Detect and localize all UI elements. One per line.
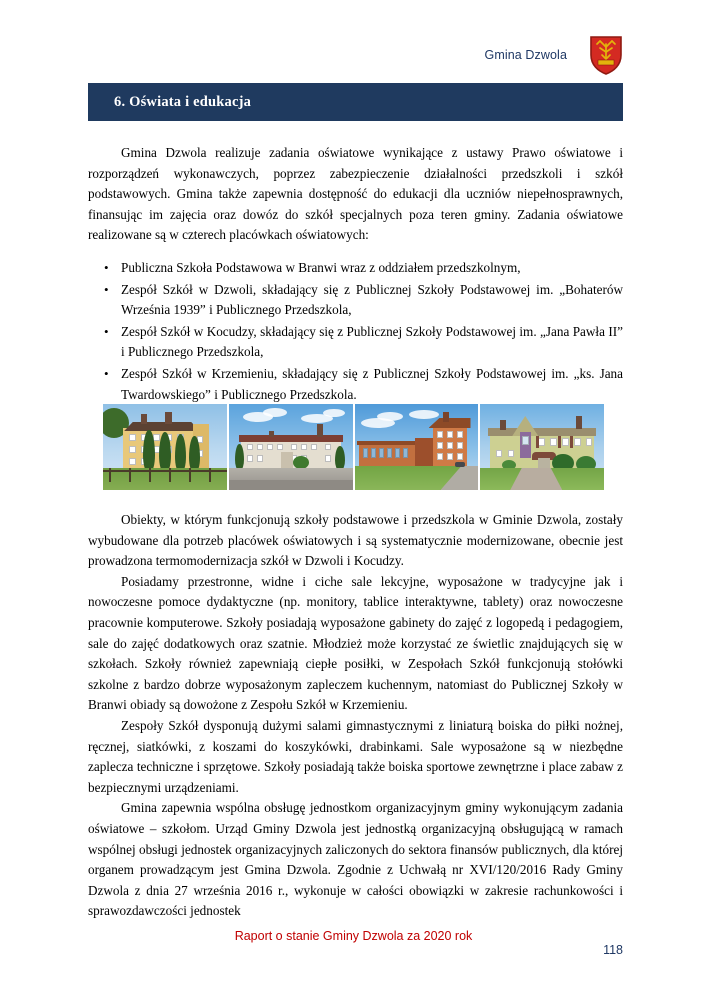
paragraph-administration: Gmina zapewnia wspólna obsługę jednostkom organizacyjnym gminy wykonującym zadania oświatowe – szkołom. Urząd Gminy Dzwola jest jednostką organizacyjną obsługującą w ramach wspólnej obsługi jednostek organizacyjnych zaliczonych do sektora finansów publicznych, dla której organem prowadzącym jest Gmina Dzwola. Zgodnie z Uchwałą nr XVI/120/2016 Rady Gminy Dzwola z dnia 27 września 2016 r., wykonuje w całości obowiązki w zakresie rachunkowości i sprawozdawczości jednostek [88, 800, 623, 919]
paragraph-facilities: Obiekty, w którym funkcjonują szkoły podstawowe i przedszkola w Gminie Dzwola, zostały wybudowane dla potrzeb placówek oświatowych i są systematycznie modernizowane, obecnie jest prowadzona termomodernizacja szkół w Dzwoli i Kocudzy. [88, 512, 623, 569]
paragraph-gyms: Zespoły Szkół dysponują dużymi salami gimnastycznymi z liniaturą boiska do piłki nożnej, ręcznej, siatkówki, z koszami do koszykówki, drabinkami. Sale wyposażone są w niezbędne zaplecza techniczne i sprzętowe. Szkoły posiadają także boiska sportowe zewnętrzne i place zabaw z bezpiecznymi urządzeniami. [88, 717, 623, 795]
school-photo-kocudza [355, 404, 479, 490]
school-photo-krzemien [480, 404, 604, 490]
section-title: 6. Oświata i edukacja [114, 93, 252, 110]
content-lower [88, 510, 623, 922]
municipality-name: Gmina Dzwola [484, 48, 567, 62]
footer-report-title: Raport o stanie Gminy Dzwola za 2020 rok [234, 929, 473, 943]
list-item: • Zespół Szkół w Dzwoli, składający się z Publicznej Szkoły Podstawowej im. „Bohaterów Września 1939” i Publicznego Przedszkola, [88, 280, 623, 321]
paragraph-classrooms: Posiadamy przestronne, widne i ciche sale lekcyjne, wyposażone w tradycyjne jak i nowoczesne pomoce dydaktyczne (np. monitory, tablice interaktywne, tablety) oraz nowoczesne pracownie komputerowe. Szkoły posiadają wyposażone gabinety do zajęć z logopedą i pedagogiem, sale do zajęć dodatkowych oraz szatnie. Młodzież może korzystać ze świetlic znajdujących się w szkołach. Szkoły również zapewniają ciepłe posiłki, w Zespołach Szkół funkcjonują stołówki szkolne z bardzo dobrze wyposażonym zapleczem kuchennym, natomiast do Publicznej Szkoły w Branwi obiady są dowożone z Zespołu Szkół w Krzemieniu. [88, 573, 623, 713]
school-photo-dzwola [229, 404, 353, 490]
school-list [88, 258, 623, 405]
coat-of-arms-icon [589, 35, 623, 75]
section-title-bar [88, 83, 623, 121]
page-header [88, 38, 623, 72]
content-upper [88, 143, 623, 406]
school-photo-strip [103, 404, 604, 490]
list-item: • Zespół Szkół w Kocudzy, składający się z Publicznej Szkoły Podstawowej im. „Jana Pawła II” i Publicznego Przedszkola, [88, 322, 623, 363]
list-item: • Zespół Szkół w Krzemieniu, składający się z Publicznej Szkoły Podstawowej im. „ks. Jana Twardowskiego” i Publicznego Przedszkola. [88, 364, 623, 405]
paragraph-intro: Gmina Dzwola realizuje zadania oświatowe wynikające z ustawy Prawo oświatowe i rozporządzeń wykonawczych, poprzez zabezpieczenie działalności przedszkoli i szkół podstawowych. Gmina także zapewnia dostępność do edukacji dla uczniów niepełnosprawnych, finansując im zajęcia oraz dowóz do szkół specjalnych poza teren gminy. Zadania oświatowe realizowane są w czterech placówkach oświatowych: [88, 145, 623, 243]
page-number: 118 [603, 943, 623, 957]
school-photo-branew [103, 404, 227, 490]
list-item: • Publiczna Szkoła Podstawowa w Branwi wraz z oddziałem przedszkolnym, [88, 258, 623, 279]
